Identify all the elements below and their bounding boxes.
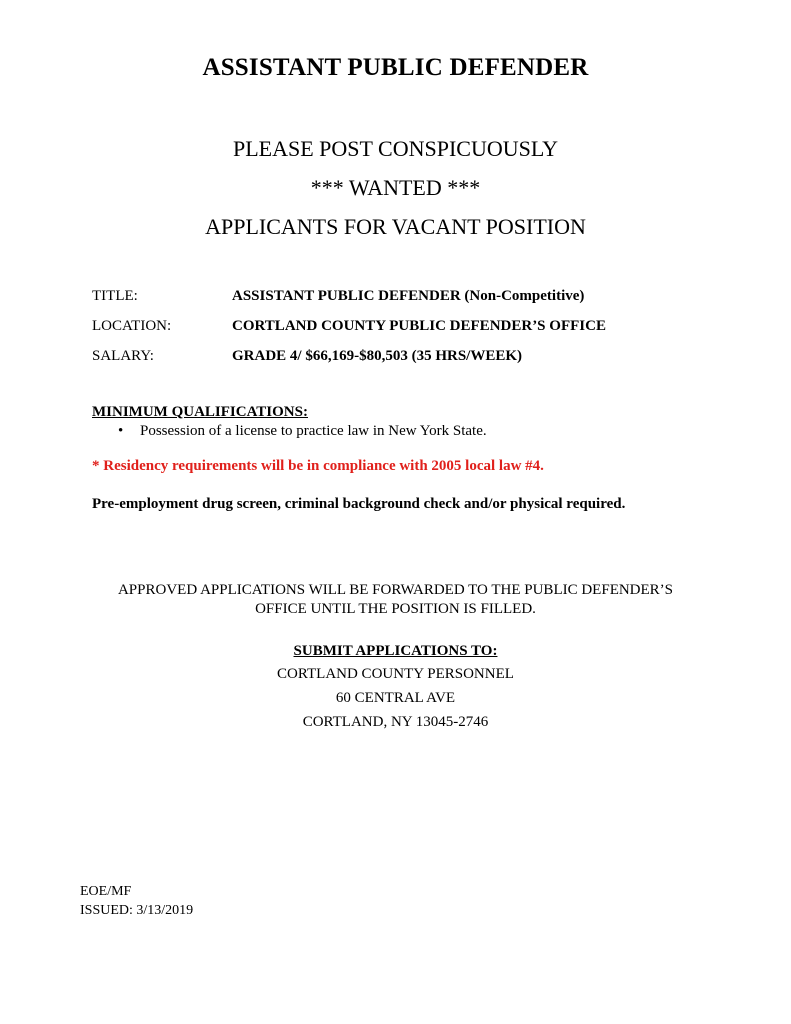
address-line-city: CORTLAND, NY 13045-2746 (302, 714, 489, 730)
wanted-line: *** WANTED *** (310, 175, 481, 200)
address-line-street: 60 CENTRAL AVE (335, 690, 456, 706)
field-label-location: LOCATION: (92, 318, 172, 334)
approved-notice-line2: OFFICE UNTIL THE POSITION IS FILLED. (255, 601, 536, 617)
field-value-title: ASSISTANT PUBLIC DEFENDER (Non-Competitive) (232, 288, 585, 304)
qualification-text: Possession of a license to practice law in New York State. (140, 423, 487, 439)
qualification-item (118, 423, 487, 440)
field-value-salary: GRADE 4/ $66,169-$80,503 (35 HRS/WEEK) (232, 348, 523, 364)
issued-date: ISSUED: 3/13/2019 (80, 903, 194, 918)
residency-note: * Residency requirements will be in compliance with 2005 local law #4. (92, 458, 544, 474)
submit-heading: SUBMIT APPLICATIONS TO: (293, 643, 498, 659)
approved-notice-line1: APPROVED APPLICATIONS WILL BE FORWARDED TO THE PUBLIC DEFENDER’S (117, 582, 674, 598)
qualifications-heading: MINIMUM QUALIFICATIONS: (92, 404, 308, 420)
field-row-salary (92, 347, 712, 365)
address-line-org: CORTLAND COUNTY PERSONNEL (277, 666, 514, 682)
preemployment-note: Pre-employment drug screen, criminal background check and/or physical required. (92, 496, 626, 512)
field-label-title: TITLE: (92, 288, 138, 304)
field-row-location (92, 317, 712, 335)
field-label-salary: SALARY: (92, 348, 154, 364)
posting-title: ASSISTANT PUBLIC DEFENDER (202, 54, 589, 81)
approved-notice (0, 581, 791, 619)
field-value-location: CORTLAND COUNTY PUBLIC DEFENDER’S OFFICE (232, 318, 606, 334)
post-conspicuously-line: PLEASE POST CONSPICUOUSLY (232, 136, 558, 161)
applicants-line: APPLICANTS FOR VACANT POSITION (205, 214, 586, 239)
bullet-icon: • (118, 423, 124, 439)
eoe-label: EOE/MF (80, 884, 132, 899)
field-row-title (92, 287, 712, 305)
